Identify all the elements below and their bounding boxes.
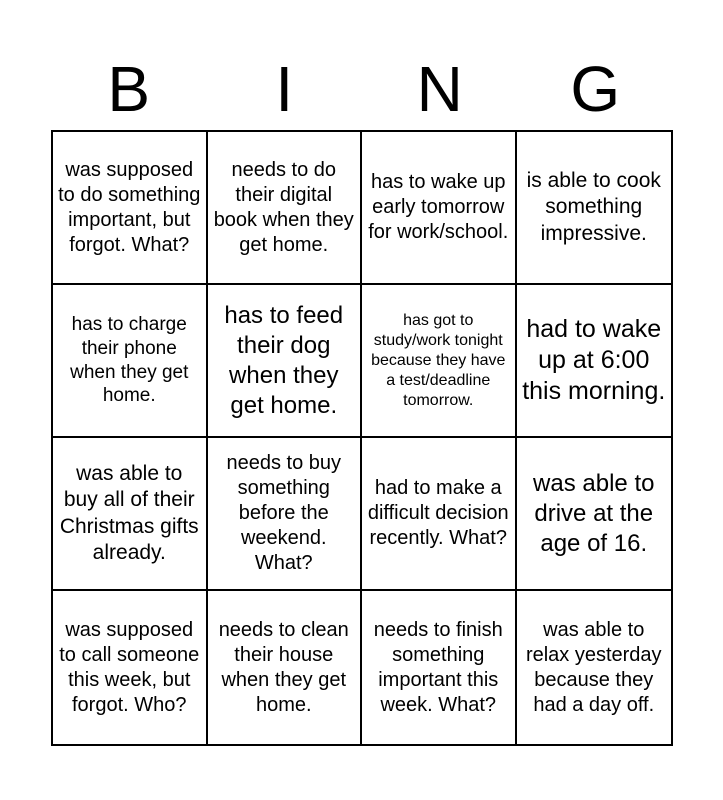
bingo-cell-r1c2[interactable]: needs to do their digital book when they get home. [208, 132, 363, 285]
bingo-header [51, 0, 673, 130]
bingo-cell-r4c1[interactable]: was supposed to call someone this week, but forgot. Who? [53, 591, 208, 744]
bingo-cell-r3c4[interactable]: was able to drive at the age of 16. [517, 438, 672, 591]
bingo-cell-r2c2[interactable]: has to feed their dog when they get home. [208, 285, 363, 438]
header-letter-i: I [275, 53, 294, 125]
bingo-cell-r4c2[interactable]: needs to clean their house when they get home. [208, 591, 363, 744]
bingo-cell-r3c2[interactable]: needs to buy something before the weekend. What? [208, 438, 363, 591]
bingo-cell-r1c4[interactable]: is able to cook something impressive. [517, 132, 672, 285]
header-letter-n: N [416, 53, 463, 125]
bingo-cell-r3c3[interactable]: had to make a difficult decision recently. What? [362, 438, 517, 591]
bingo-cell-r1c1[interactable]: was supposed to do something important, but forgot. What? [53, 132, 208, 285]
bingo-grid [51, 130, 673, 746]
bingo-cell-r2c4[interactable]: had to wake up at 6:00 this morning. [517, 285, 672, 438]
bingo-cell-r2c1[interactable]: has to charge their phone when they get home. [53, 285, 208, 438]
header-letter-g: G [570, 53, 621, 125]
bingo-cell-r3c1[interactable]: was able to buy all of their Christmas gifts already. [53, 438, 208, 591]
bingo-cell-r2c3[interactable]: has got to study/work tonight because they have a test/deadline tomorrow. [362, 285, 517, 438]
bingo-cell-r4c3[interactable]: needs to finish something important this week. What? [362, 591, 517, 744]
header-letter-b: B [107, 53, 151, 125]
bingo-cell-r1c3[interactable]: has to wake up early tomorrow for work/school. [362, 132, 517, 285]
bingo-cell-r4c4[interactable]: was able to relax yesterday because they had a day off. [525, 618, 662, 716]
